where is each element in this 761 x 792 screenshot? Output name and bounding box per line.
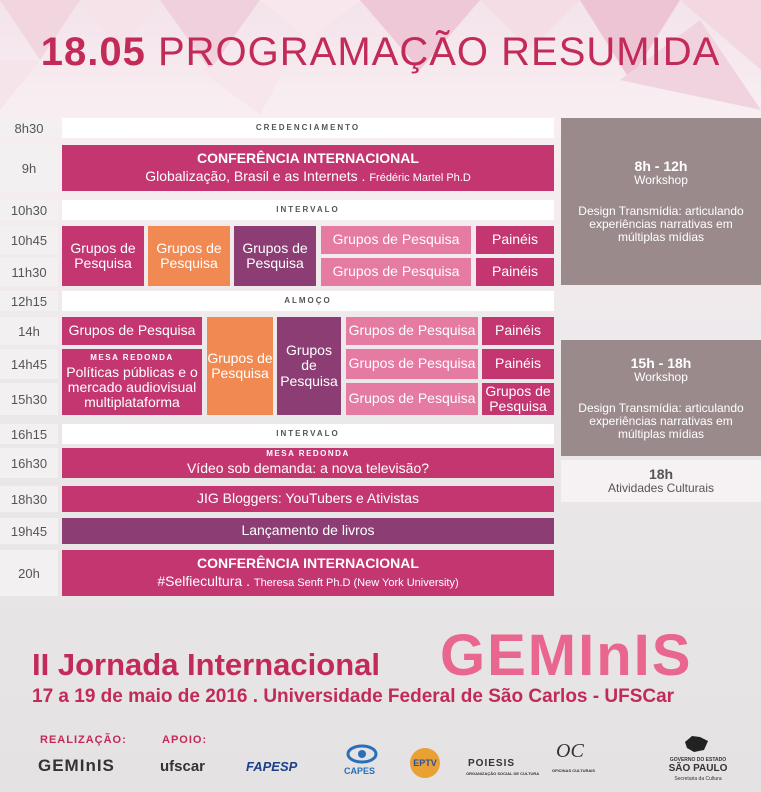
conference-2-speaker: Theresa Senft Ph.D (New York University) xyxy=(253,577,459,590)
lancamento-livros-block: Lançamento de livros xyxy=(62,518,554,544)
block-line: Grupos de xyxy=(242,239,308,256)
cultural-time: 18h xyxy=(648,465,674,482)
time-slot: 14h45 xyxy=(0,349,58,379)
block-line: Pesquisa xyxy=(160,255,218,271)
jig-bloggers-block: JIG Bloggers: YouTubers e Ativistas xyxy=(62,486,554,512)
workshop-panel-afternoon xyxy=(561,340,761,456)
eptv-logo: EPTV xyxy=(413,758,437,768)
grupos-pesquisa-block xyxy=(482,383,554,415)
conference-1-topic: Globalização, Brasil e as Internets xyxy=(145,168,358,185)
oficinas-culturais-subtitle: OFICINAS CULTURAIS xyxy=(552,768,596,773)
poiesis-logo: POIESIS xyxy=(468,758,516,769)
block-line: Grupos de xyxy=(286,342,332,374)
block-line: Pesquisa xyxy=(211,365,269,381)
conference-2 xyxy=(62,550,554,596)
grupos-pesquisa-block: Grupos de Pesquisa xyxy=(346,317,478,345)
page-title xyxy=(0,30,761,75)
workshop-description-line: Design Transmídia: articulando xyxy=(578,204,744,219)
almoco-bar: ALMOÇO xyxy=(62,291,554,311)
paineis-block: Painéis xyxy=(482,349,554,379)
workshop-description-line: experiências narrativas em xyxy=(589,217,733,232)
block-line: Grupos de xyxy=(485,382,551,399)
time-slot: 11h30 xyxy=(0,258,58,286)
grupos-pesquisa-block: Grupos de Pesquisa xyxy=(321,258,471,286)
mesa-redonda-label: MESA REDONDA xyxy=(90,353,174,363)
workshop-label: Workshop xyxy=(634,369,688,384)
time-slot: 16h30 xyxy=(0,448,58,478)
event-date-place xyxy=(32,686,674,708)
mesa-redonda-1 xyxy=(62,349,202,415)
grupos-pesquisa-block xyxy=(148,226,230,286)
capes-icon xyxy=(346,744,378,764)
paineis-block: Painéis xyxy=(482,317,554,345)
paineis-block: Painéis xyxy=(476,226,554,254)
poiesis-subtitle: ORGANIZAÇÃO SOCIAL DE CULTURA xyxy=(466,771,540,776)
time-slot: 9h xyxy=(0,145,58,191)
mesa-redonda-line: Políticas públicas e o xyxy=(66,363,198,380)
event-date: 17 a 19 de maio de 2016 xyxy=(32,686,248,707)
sao-paulo-map-icon xyxy=(684,734,710,754)
block-line: Pesquisa xyxy=(74,255,132,271)
workshop-panel-morning xyxy=(561,118,761,285)
workshop-description-line: experiências narrativas em xyxy=(589,413,733,428)
mesa-redonda-text: Vídeo sob demanda: a nova televisão? xyxy=(186,459,430,476)
conference-1 xyxy=(62,145,554,191)
time-slot: 18h30 xyxy=(0,486,58,512)
oficinas-culturais-logo: OC xyxy=(556,740,584,762)
mesa-redonda-line: mercado audiovisual xyxy=(67,378,197,395)
intervalo-bar: INTERVALO xyxy=(62,200,554,220)
conference-1-separator: . xyxy=(361,168,366,185)
workshop-time: 8h - 12h xyxy=(634,158,688,175)
workshop-description-line: múltiplas mídias xyxy=(617,426,705,441)
block-line: Grupos de xyxy=(70,239,136,256)
title-date: 18.05 xyxy=(40,30,146,74)
mesa-redonda-line: multiplataforma xyxy=(84,393,180,410)
realizacao-label: REALIZAÇÃO: xyxy=(40,734,127,746)
governo-line-2: SÃO PAULO xyxy=(668,763,728,774)
grupos-pesquisa-block: Grupos de Pesquisa xyxy=(346,383,478,415)
grupos-pesquisa-block: Grupos de Pesquisa xyxy=(321,226,471,254)
geminis-logo: GEMInIS xyxy=(38,756,115,775)
grupos-pesquisa-block: Grupos de Pesquisa xyxy=(346,349,478,379)
governo-line-1: GOVERNO DO ESTADO xyxy=(669,757,727,763)
mesa-redonda-2 xyxy=(62,448,554,478)
governo-line-3: Secretaria da Cultura xyxy=(674,776,722,782)
time-slot: 10h30 xyxy=(0,200,58,220)
block-line: Pesquisa xyxy=(246,255,304,271)
time-slot: 20h xyxy=(0,550,58,596)
time-slot: 19h45 xyxy=(0,518,58,544)
time-slot: 14h xyxy=(0,317,58,345)
time-slot: 8h30 xyxy=(0,118,58,138)
grupos-pesquisa-block: Grupos de Pesquisa xyxy=(62,317,202,345)
workshop-time: 15h - 18h xyxy=(630,354,692,371)
event-brand-logo: GEMInIS xyxy=(440,623,693,688)
apoio-label: APOIO: xyxy=(162,734,208,746)
grupos-pesquisa-block xyxy=(207,317,273,415)
conference-1-title: CONFERÊNCIA INTERNACIONAL xyxy=(197,150,419,166)
grupos-pesquisa-block xyxy=(277,317,341,415)
conference-2-title: CONFERÊNCIA INTERNACIONAL xyxy=(197,555,419,571)
intervalo-bar: INTERVALO xyxy=(62,424,554,444)
eptv-icon xyxy=(410,748,440,778)
block-line: Grupos de xyxy=(207,349,273,366)
cultural-activities-panel xyxy=(561,460,761,502)
time-slot: 10h45 xyxy=(0,226,58,254)
event-separator: . xyxy=(252,686,259,707)
ufscar-logo: ufscar xyxy=(160,758,206,775)
grupos-pesquisa-block xyxy=(62,226,144,286)
mesa-redonda-label: MESA REDONDA xyxy=(266,449,350,459)
event-place: Universidade Federal de São Carlos - UFSCar xyxy=(263,686,675,707)
conference-2-separator: . xyxy=(246,573,250,590)
event-name: II Jornada Internacional xyxy=(32,647,380,682)
workshop-label: Workshop xyxy=(634,173,688,188)
paineis-block: Painéis xyxy=(476,258,554,286)
grupos-pesquisa-block xyxy=(234,226,316,286)
block-line: Pesquisa xyxy=(489,398,547,414)
workshop-description-line: múltiplas mídias xyxy=(617,230,705,244)
time-slot: 12h15 xyxy=(0,291,58,311)
workshop-description-line: Design Transmídia: articulando xyxy=(578,400,744,415)
credenciamento-bar: CREDENCIAMENTO xyxy=(62,118,554,138)
cultural-label: Atividades Culturais xyxy=(607,481,715,496)
conference-1-speaker: Frédéric Martel Ph.D xyxy=(369,172,471,185)
capes-logo: CAPES xyxy=(344,766,376,776)
time-slot: 16h15 xyxy=(0,424,58,444)
time-slot: 15h30 xyxy=(0,383,58,415)
block-line: Grupos de xyxy=(156,239,222,256)
block-line: Pesquisa xyxy=(280,372,338,389)
title-text: PROGRAMAÇÃO RESUMIDA xyxy=(157,30,721,74)
fapesp-logo: FAPESP xyxy=(246,759,298,774)
conference-2-topic: #Selfiecultura xyxy=(157,573,243,590)
